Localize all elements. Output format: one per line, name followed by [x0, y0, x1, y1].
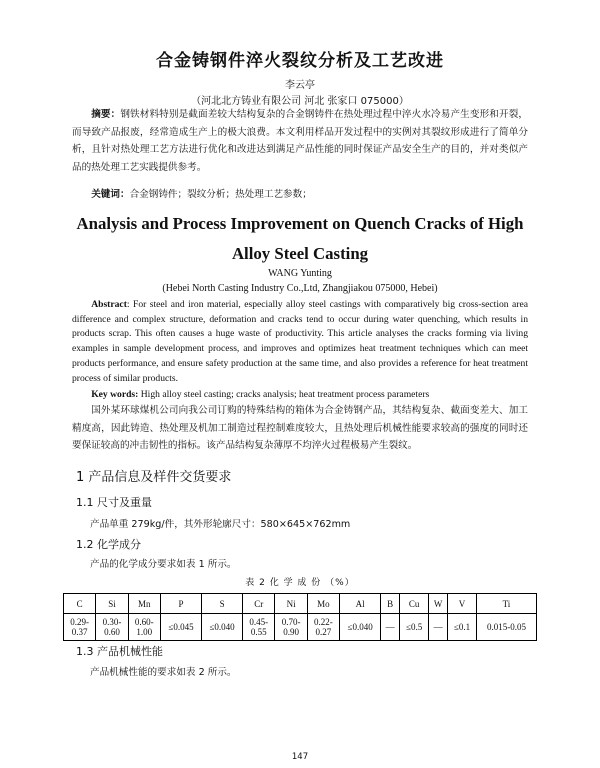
table-cell-text: ≤0.1	[453, 622, 471, 632]
table-cell-cr	[243, 614, 275, 641]
table-cell-ti	[476, 614, 536, 641]
table-cell-text: 0.29-	[70, 617, 90, 627]
table-cell-text: 0.27	[315, 627, 332, 637]
chemical-composition-table	[63, 593, 537, 641]
section-1-heading: 1 产品信息及样件交货要求	[76, 470, 232, 485]
section-1-1-text: 产品单重 279kg/件，其外形轮廓尺寸：580×645×762mm	[90, 519, 351, 530]
table-cell-text: ≤0.5	[406, 622, 423, 632]
english-abstract	[72, 298, 528, 386]
table-cell-cu	[400, 614, 429, 641]
table-header-c: C	[64, 594, 96, 614]
table-header-cu: Cu	[400, 594, 429, 614]
table-cell-v	[448, 614, 477, 641]
section-1-1-heading: 1.1 尺寸及重量	[76, 496, 152, 509]
table-header-cr: Cr	[243, 594, 275, 614]
table-header-row	[64, 594, 537, 614]
table-cell-text: 0.55	[250, 627, 267, 637]
table-row	[64, 614, 537, 641]
table-cell-p	[160, 614, 201, 641]
english-title-line2: Alloy Steel Casting	[231, 244, 369, 263]
section-1-2-text: 产品的化学成分要求如表 1 所示。	[90, 559, 237, 570]
page-number: 147	[291, 752, 309, 762]
table-cell-b	[381, 614, 400, 641]
table-cell-text: 0.60-	[134, 617, 154, 627]
table-cell-text: 0.90	[283, 627, 299, 637]
chinese-keywords	[72, 186, 528, 204]
english-abstract-text: : For steel and iron material, especially alloy steel castings with comparatively big cross-section area difference and complex structure, deformation and cracks tend to occur during water quenching, which results in products scrap. This often causes a huge waste of productivity. This article analyses the cracks forming via living examples in sample development process, and improves and optimizes heat treatment techniques which can meet products performance, and ensure safety production at the same time, and also provides a reference for heat treatment process of similar products.	[72, 299, 528, 384]
english-affiliation: (Hebei North Casting Industry Co.,Ltd, Zhangjiakou 075000, Hebei)	[162, 283, 438, 294]
table-header-si: Si	[96, 594, 128, 614]
table-header-mn: Mn	[128, 594, 160, 614]
english-author: WANG Yunting	[268, 268, 332, 279]
chinese-keywords-label: 关键词：	[91, 189, 130, 200]
table-cell-text: 0.60	[104, 627, 120, 637]
chinese-abstract	[72, 106, 528, 176]
table-cell-text: 0.70-	[281, 617, 301, 627]
english-title-line1: Analysis and Process Improvement on Quench Cracks of High	[76, 214, 524, 233]
table-cell-si	[96, 614, 128, 641]
table-cell-text: ≤0.040	[347, 622, 373, 632]
table-cell-s	[202, 614, 243, 641]
table-header-p: P	[160, 594, 201, 614]
chinese-keywords-text: 合金钢铸件；裂纹分析；热处理工艺参数；	[129, 189, 312, 200]
table-cell-mo	[307, 614, 339, 641]
table-header-ti: Ti	[476, 594, 536, 614]
section-1-2-heading: 1.2 化学成分	[76, 538, 141, 551]
table-cell-text: 1.00	[136, 627, 153, 637]
english-keywords-label: Key words:	[91, 389, 139, 400]
chinese-abstract-label: 摘要：	[91, 109, 121, 120]
table-cell-ni	[275, 614, 307, 641]
table-cell-text: ≤0.040	[209, 622, 235, 632]
table-caption: 表 2 化 学 成 份 （%）	[245, 578, 355, 588]
table-cell-mn	[128, 614, 160, 641]
table-cell-text: ≤0.045	[168, 622, 194, 632]
english-keywords	[72, 388, 528, 403]
table-cell-text: 0.22-	[314, 617, 333, 627]
table-cell-al	[340, 614, 381, 641]
chinese-title: 合金铸钢件淬火裂纹分析及工艺改进	[156, 51, 444, 71]
table-cell-text: 0.30-	[102, 617, 122, 627]
table-cell-w	[429, 614, 448, 641]
section-1-3-heading: 1.3 产品机械性能	[76, 645, 163, 658]
chinese-author: 李云亭	[285, 80, 315, 91]
table-cell-text: —	[385, 622, 395, 632]
chinese-abstract-text: 钢铁材料特别是截面差较大结构复杂的合金钢铸件在热处理过程中淬火水冷易产生变形和开裂，而导致产品报废，经常造成生产上的极大浪费。本文利用样品开发过程中的实例对其裂纹形成进行了简单分析，且针对热处理工艺方法进行优化和改进达到满足产品性能的同时保证产品安全生产的目的，并对类似产品的热处理工艺实践提供参考。	[72, 109, 529, 173]
table-header-mo: Mo	[307, 594, 339, 614]
table-header-al: Al	[340, 594, 381, 614]
table-header-ni: Ni	[275, 594, 307, 614]
table-cell-text: 0.37	[71, 627, 88, 637]
chinese-affiliation: （河北北方铸业有限公司 河北 张家口 075000）	[191, 96, 409, 107]
english-abstract-label: Abstract	[91, 299, 127, 310]
section-1-3-text: 产品机械性能的要求如表 2 所示。	[90, 667, 237, 678]
table-cell-text: 0.015-0.05	[486, 622, 526, 632]
table-cell-text: —	[433, 622, 443, 632]
table-header-s: S	[202, 594, 243, 614]
intro-paragraph: 国外某环球煤机公司向我公司订购的特殊结构的箱体为合金铸钢产品，其结构复杂、截面变差大、加工精度高，因此铸造、热处理及机加工制造过程控制难度较大，且热处理后机械性能要求较高的强度的同时还要保证较高的冲击韧性的指标。该产品结构复杂薄厚不均淬火过程极易产生裂纹。	[72, 405, 528, 451]
english-keywords-text: High alloy steel casting; cracks analysis; heat treatment process parameters	[138, 389, 430, 400]
table-header-b: B	[381, 594, 400, 614]
table-cell-c	[64, 614, 96, 641]
table-header-w: W	[429, 594, 448, 614]
table-cell-text: 0.45-	[249, 617, 269, 627]
table-header-v: V	[448, 594, 477, 614]
